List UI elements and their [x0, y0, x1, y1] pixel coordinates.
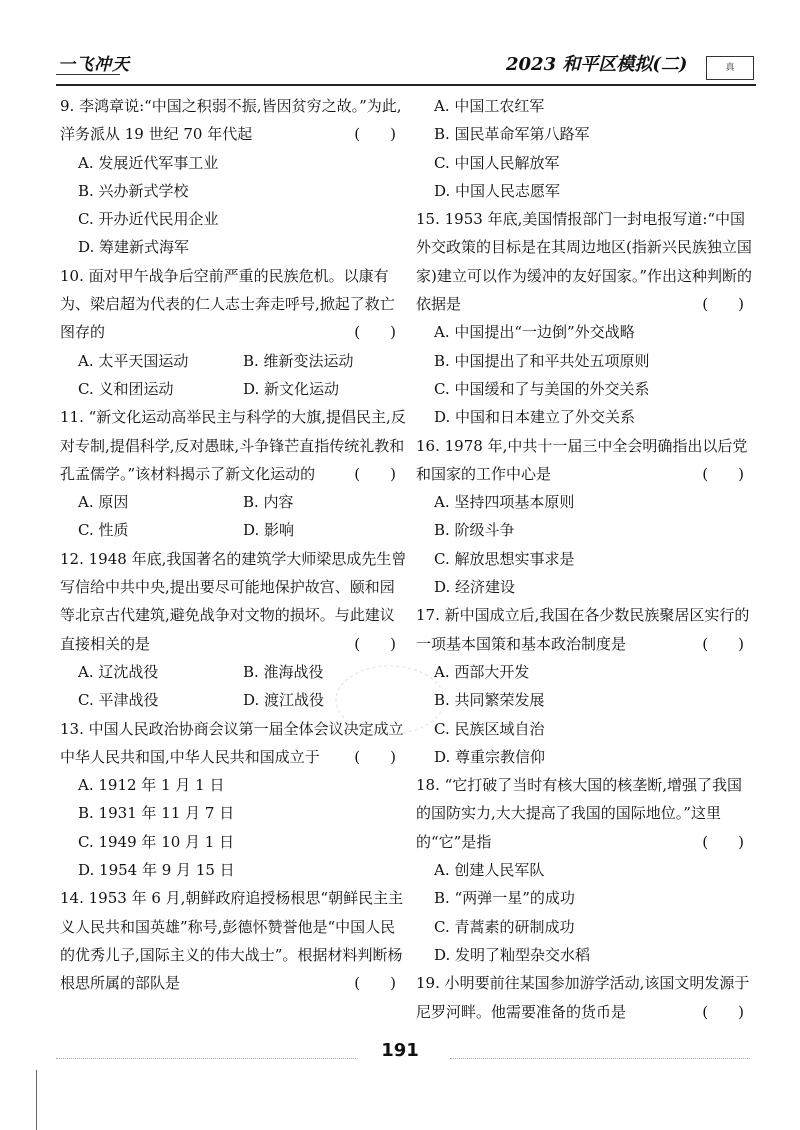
- right-column: [416, 92, 756, 1026]
- question-stem: [60, 92, 408, 149]
- question-block: [416, 771, 756, 969]
- answer-blank[interactable]: ( ): [354, 634, 396, 653]
- answer-option[interactable]: A. 原因: [78, 493, 129, 512]
- left-column: [60, 92, 408, 998]
- answer-option[interactable]: A. 西部大开发: [434, 662, 530, 681]
- answer-option[interactable]: B. 阶级斗争: [434, 521, 515, 540]
- answer-blank[interactable]: ( ): [354, 323, 396, 342]
- answer-option[interactable]: D. 新文化运动: [243, 379, 340, 398]
- answer-option[interactable]: B. 共同繁荣发展: [434, 691, 545, 710]
- answer-option[interactable]: A. 中国提出“一边倒”外交战略: [434, 323, 635, 342]
- question-block: [60, 403, 408, 544]
- option-row: [60, 488, 408, 516]
- question-stem: [416, 205, 756, 318]
- question-text: 12. 1948 年底,我国著名的建筑学大师梁思成先生曾写信给中共中央,提出要尽可能地保护故宫、颐和园等北京古代建筑,避免战争对文物的损坏。与此建议直接相关的是: [60, 549, 407, 653]
- question-text: 18. “它打破了当时有核大国的核垄断,增强了我国的国防实力,大大提高了我国的国际地位。”这里的“它”是指: [416, 776, 743, 851]
- answer-option[interactable]: C. 民族区域自治: [434, 719, 545, 738]
- answer-option[interactable]: A. 发展近代军事工业: [78, 153, 219, 172]
- answer-option[interactable]: B. 1931 年 11 月 7 日: [78, 804, 235, 823]
- answer-option[interactable]: D. 1954 年 9 月 15 日: [78, 861, 235, 880]
- question-block: [60, 262, 408, 403]
- answer-option[interactable]: C. 中国缓和了与美国的外交关系: [434, 379, 650, 398]
- question-block: [416, 969, 756, 1026]
- answer-option[interactable]: D. 中国人民志愿军: [434, 181, 561, 200]
- answer-option[interactable]: D. 尊重宗教信仰: [434, 747, 546, 766]
- answer-blank[interactable]: ( ): [354, 464, 396, 483]
- question-stem: [60, 884, 408, 997]
- answer-option[interactable]: C. 开办近代民用企业: [78, 210, 219, 229]
- answer-option[interactable]: D. 筹建新式海军: [78, 238, 190, 257]
- answer-blank[interactable]: ( ): [354, 747, 396, 766]
- option-row: [60, 516, 408, 544]
- question-stem: [60, 262, 408, 347]
- header-rule: [56, 84, 756, 86]
- answer-option[interactable]: D. 中国和日本建立了外交关系: [434, 408, 636, 427]
- question-text: 9. 李鸿章说:“中国之积弱不振,皆因贫穷之故。”为此,洋务派从 19 世纪 70 年代起: [60, 97, 402, 144]
- answer-option[interactable]: B. “两弹一星”的成功: [434, 889, 575, 908]
- answer-option[interactable]: B. 维新变法运动: [243, 351, 354, 370]
- answer-option[interactable]: B. 中国提出了和平共处五项原则: [434, 351, 650, 370]
- answer-option[interactable]: A. 太平天国运动: [78, 351, 189, 370]
- answer-option[interactable]: C. 中国人民解放军: [434, 153, 560, 172]
- question-text: 10. 面对甲午战争后空前严重的民族危机。以康有为、梁启超为代表的仁人志士奔走呼号,掀起了救亡图存的: [60, 266, 395, 342]
- answer-option[interactable]: C. 性质: [78, 521, 129, 540]
- question-stem: [60, 403, 408, 488]
- answer-option[interactable]: A. 1912 年 1 月 1 日: [78, 776, 225, 795]
- question-text: 13. 中国人民政治协商会议第一届全体会议决定成立中华人民共和国,中华人民共和国成立于: [60, 719, 404, 766]
- page-number: 191: [381, 1040, 419, 1061]
- answer-blank[interactable]: ( ): [702, 1002, 744, 1021]
- answer-option[interactable]: D. 经济建设: [434, 578, 516, 597]
- answer-option[interactable]: B. 兴办新式学校: [78, 181, 189, 200]
- question-block: [60, 92, 408, 262]
- brand-logo: 一飞冲天: [58, 55, 130, 75]
- question-stem: [416, 771, 756, 856]
- question-text: 19. 小明要前往某国参加游学活动,该国文明发源于尼罗河畔。他需要准备的货币是: [416, 974, 750, 1021]
- answer-blank[interactable]: ( ): [702, 634, 744, 653]
- answer-option[interactable]: D. 影响: [243, 521, 295, 540]
- binding-margin-line: [36, 1070, 37, 1130]
- answer-option[interactable]: D. 发明了籼型杂交水稻: [434, 945, 591, 964]
- answer-option[interactable]: C. 义和团运动: [78, 379, 174, 398]
- answer-option[interactable]: A. 坚持四项基本原则: [434, 493, 575, 512]
- question-block: [416, 92, 756, 205]
- answer-option[interactable]: C. 1949 年 10 月 1 日: [78, 832, 235, 851]
- question-block: [416, 432, 756, 602]
- question-text: 17. 新中国成立后,我国在各少数民族聚居区实行的一项基本国策和基本政治制度是: [416, 606, 750, 653]
- answer-option[interactable]: B. 国民革命军第八路军: [434, 125, 590, 144]
- answer-option[interactable]: A. 创建人民军队: [434, 861, 545, 880]
- header-stamp-box: 真: [706, 56, 754, 80]
- answer-option[interactable]: D. 渡江战役: [243, 691, 325, 710]
- exam-title: 2023 和平区模拟(二): [506, 54, 688, 75]
- question-text: 14. 1953 年 6 月,朝鲜政府追授杨根思“朝鲜民主主义人民共和国英雄”称号,彭德怀赞誉他是“中国人民的优秀儿子,国际主义的伟大战士”。根据材料判断杨根思所属的部队是: [60, 889, 404, 993]
- question-text: 11. “新文化运动高举民主与科学的大旗,提倡民主,反对专制,提倡科学,反对愚昧,斗争锋芒直指传统礼教和孔孟儒学。”该材料揭示了新文化运动的: [60, 408, 406, 483]
- question-text: 15. 1953 年底,美国情报部门一封电报写道:“中国外交政策的目标是在其周边地区(指新兴民族独立国家)建立可以作为缓冲的友好国家。”作出这种判断的依据是: [416, 210, 753, 314]
- option-row: [60, 347, 408, 375]
- option-row: [60, 375, 408, 403]
- answer-option[interactable]: A. 中国工农红军: [434, 97, 545, 115]
- answer-option[interactable]: C. 解放思想实事求是: [434, 549, 575, 568]
- question-block: [416, 205, 756, 431]
- faint-stamp-mark: [330, 660, 450, 740]
- question-stem: [416, 432, 756, 489]
- question-block: [60, 884, 408, 997]
- question-stem: [60, 545, 408, 658]
- answer-option[interactable]: C. 平津战役: [78, 691, 159, 710]
- answer-option[interactable]: B. 淮海战役: [243, 662, 324, 681]
- answer-blank[interactable]: ( ): [702, 295, 744, 314]
- answer-blank[interactable]: ( ): [354, 974, 396, 993]
- question-text: 16. 1978 年,中共十一届三中全会明确指出以后党和国家的工作中心是: [416, 436, 748, 483]
- answer-blank[interactable]: ( ): [354, 125, 396, 144]
- answer-option[interactable]: B. 内容: [243, 493, 294, 512]
- brand-underline: [56, 74, 120, 75]
- question-stem: [416, 601, 756, 658]
- question-block: [416, 601, 756, 771]
- answer-blank[interactable]: ( ): [702, 464, 744, 483]
- answer-option[interactable]: A. 辽沈战役: [78, 662, 159, 681]
- question-stem: [416, 969, 756, 1026]
- answer-blank[interactable]: ( ): [702, 832, 744, 851]
- answer-option[interactable]: C. 青蒿素的研制成功: [434, 917, 575, 936]
